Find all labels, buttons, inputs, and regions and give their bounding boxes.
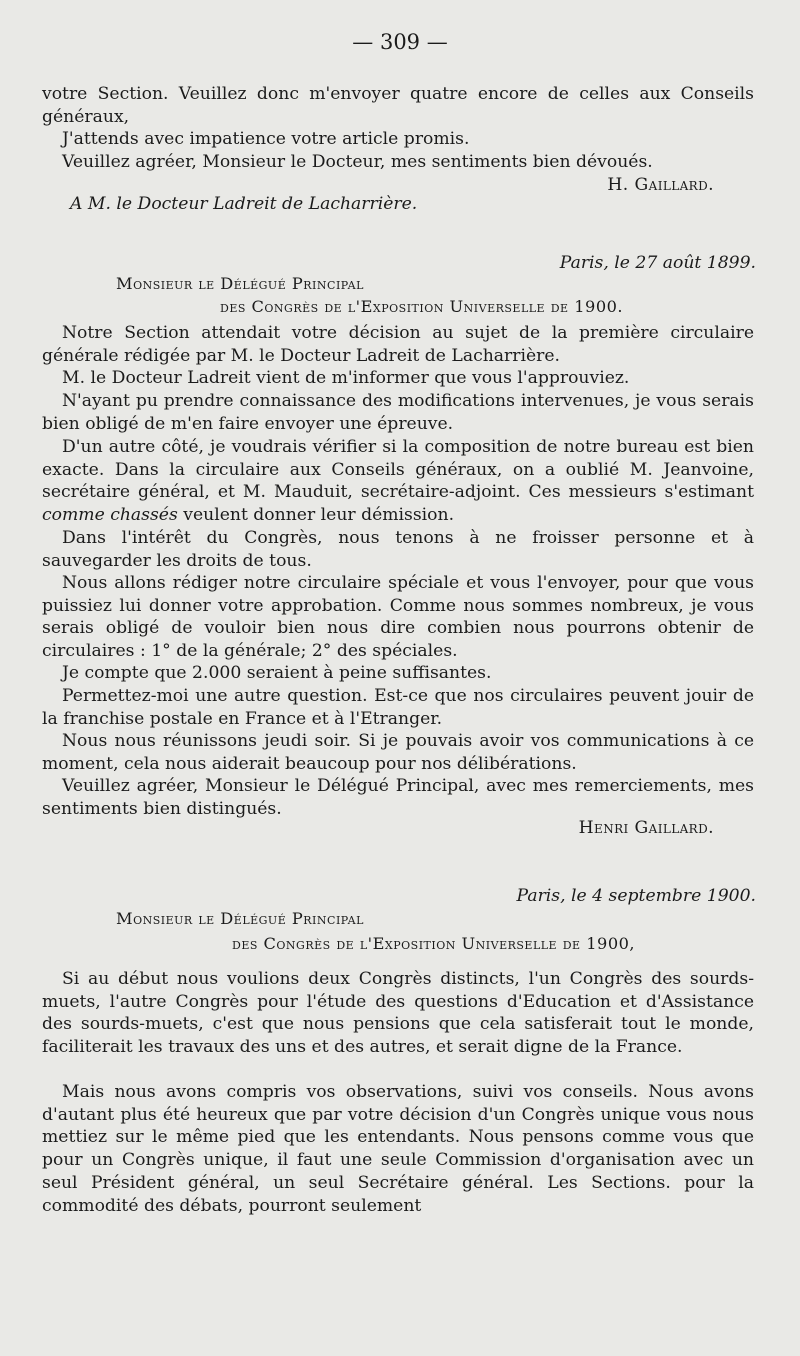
letter1-paragraph: Veuillez agréer, Monsieur le Docteur, mes sentiments bien dévoués. <box>62 152 653 172</box>
letter2-paragraph: Notre Section attendait votre décision au sujet de la première circulaire générale rédigée par M. le Docteur Ladreit de Lacharrière. <box>42 323 754 366</box>
letter1-continued-text: votre Section. Veuillez donc m'envoyer quatre encore de celles aux Conseils généraux, <box>42 84 754 127</box>
letter2-signature: Henri Gaillard. <box>578 818 714 838</box>
letter2-paragraph: Je compte que 2.000 seraient à peine suffisantes. <box>62 663 492 683</box>
letter2-paragraph: Nous nous réunissons jeudi soir. Si je pouvais avoir vos communications à ce moment, cela nous aiderait beaucoup pour nos délibérations. <box>42 731 754 774</box>
letter2-paragraph: Nous allons rédiger notre circulaire spéciale et vous l'envoyer, pour que vous puissiez lui donner votre approbation. Comme nous sommes nombreux, je vous serais obligé de vouloir bien nous dire combien nous pourrons obtenir de circulaires : 1° de la générale; 2° des spéciales. <box>42 573 754 662</box>
page-number: — 309 — <box>352 30 448 54</box>
letter1-paragraph: J'attends avec impatience votre article promis. <box>62 129 470 149</box>
letter3-dateline: Paris, le 4 septembre 1900. <box>516 886 756 906</box>
letter3-salutation-line2: des Congrès de l'Exposition Universelle de 1900, <box>232 934 636 953</box>
letter2-paragraph: Dans l'intérêt du Congrès, nous tenons à ne froisser personne et à sauvegarder les droits de tous. <box>42 528 754 571</box>
letter2-salutation-line2: des Congrès de l'Exposition Universelle de 1900. <box>220 297 624 316</box>
letter2-salutation-line1: Monsieur le Délégué Principal <box>116 274 364 293</box>
letter2-paragraph: Veuillez agréer, Monsieur le Délégué Principal, avec mes remerciements, mes sentiments bien distingués. <box>42 776 754 819</box>
letter3-paragraph: Si au début nous voulions deux Congrès distincts, l'un Congrès des sourds-muets, l'autre Congrès pour l'étude des questions d'Education et d'Assistance des sourds-muets, c'est que nous pensions que cela satisferait tout le monde, faciliterait les travaux des uns et des autres, et serait digne de la France. <box>42 969 754 1058</box>
letter2-text: D'un autre côté, je voudrais vérifier si la composition de notre bureau est bien exacte. Dans la circulaire aux Conseils généraux, on a oublié M. Jeanvoine, secrétaire général, et M. Mauduit, secrétaire-adjoint. Ces messieurs s'estimant <box>42 437 754 503</box>
letter2-dateline: Paris, le 27 août 1899. <box>559 253 756 273</box>
letter2-paragraph: N'ayant pu prendre connaissance des modifications intervenues, je vous serais bien obligé de m'en faire envoyer une épreuve. <box>42 391 754 434</box>
letter2-italic-phrase: comme chassés <box>42 505 178 526</box>
letter1-addressee: A M. le Docteur Ladreit de Lacharrière. <box>70 194 418 214</box>
letter2-text: veulent donner leur démission. <box>183 505 455 526</box>
letter2-paragraph: Permettez-moi une autre question. Est-ce que nos circulaires peuvent jouir de la franchise postale en France et à l'Etranger. <box>42 686 754 729</box>
letter1-signature: H. Gaillard. <box>607 175 714 195</box>
letter3-paragraph: Mais nous avons compris vos observations, suivi vos conseils. Nous avons d'autant plus été heureux que par votre décision d'un Congrès unique vous nous mettiez sur le même pied que les entendants. Nous pensons comme vous que pour un Congrès unique, il faut une seule Commission d'organisation avec un seul Président général, un seul Secrétaire général. Les Sections. pour la commodité des débats, pourront seulement <box>42 1082 754 1216</box>
letter3-salutation-line1: Monsieur le Délégué Principal <box>116 909 364 928</box>
letter2-paragraph <box>42 436 754 527</box>
letter2-paragraph: M. le Docteur Ladreit vient de m'informer que vous l'approuviez. <box>62 368 630 388</box>
